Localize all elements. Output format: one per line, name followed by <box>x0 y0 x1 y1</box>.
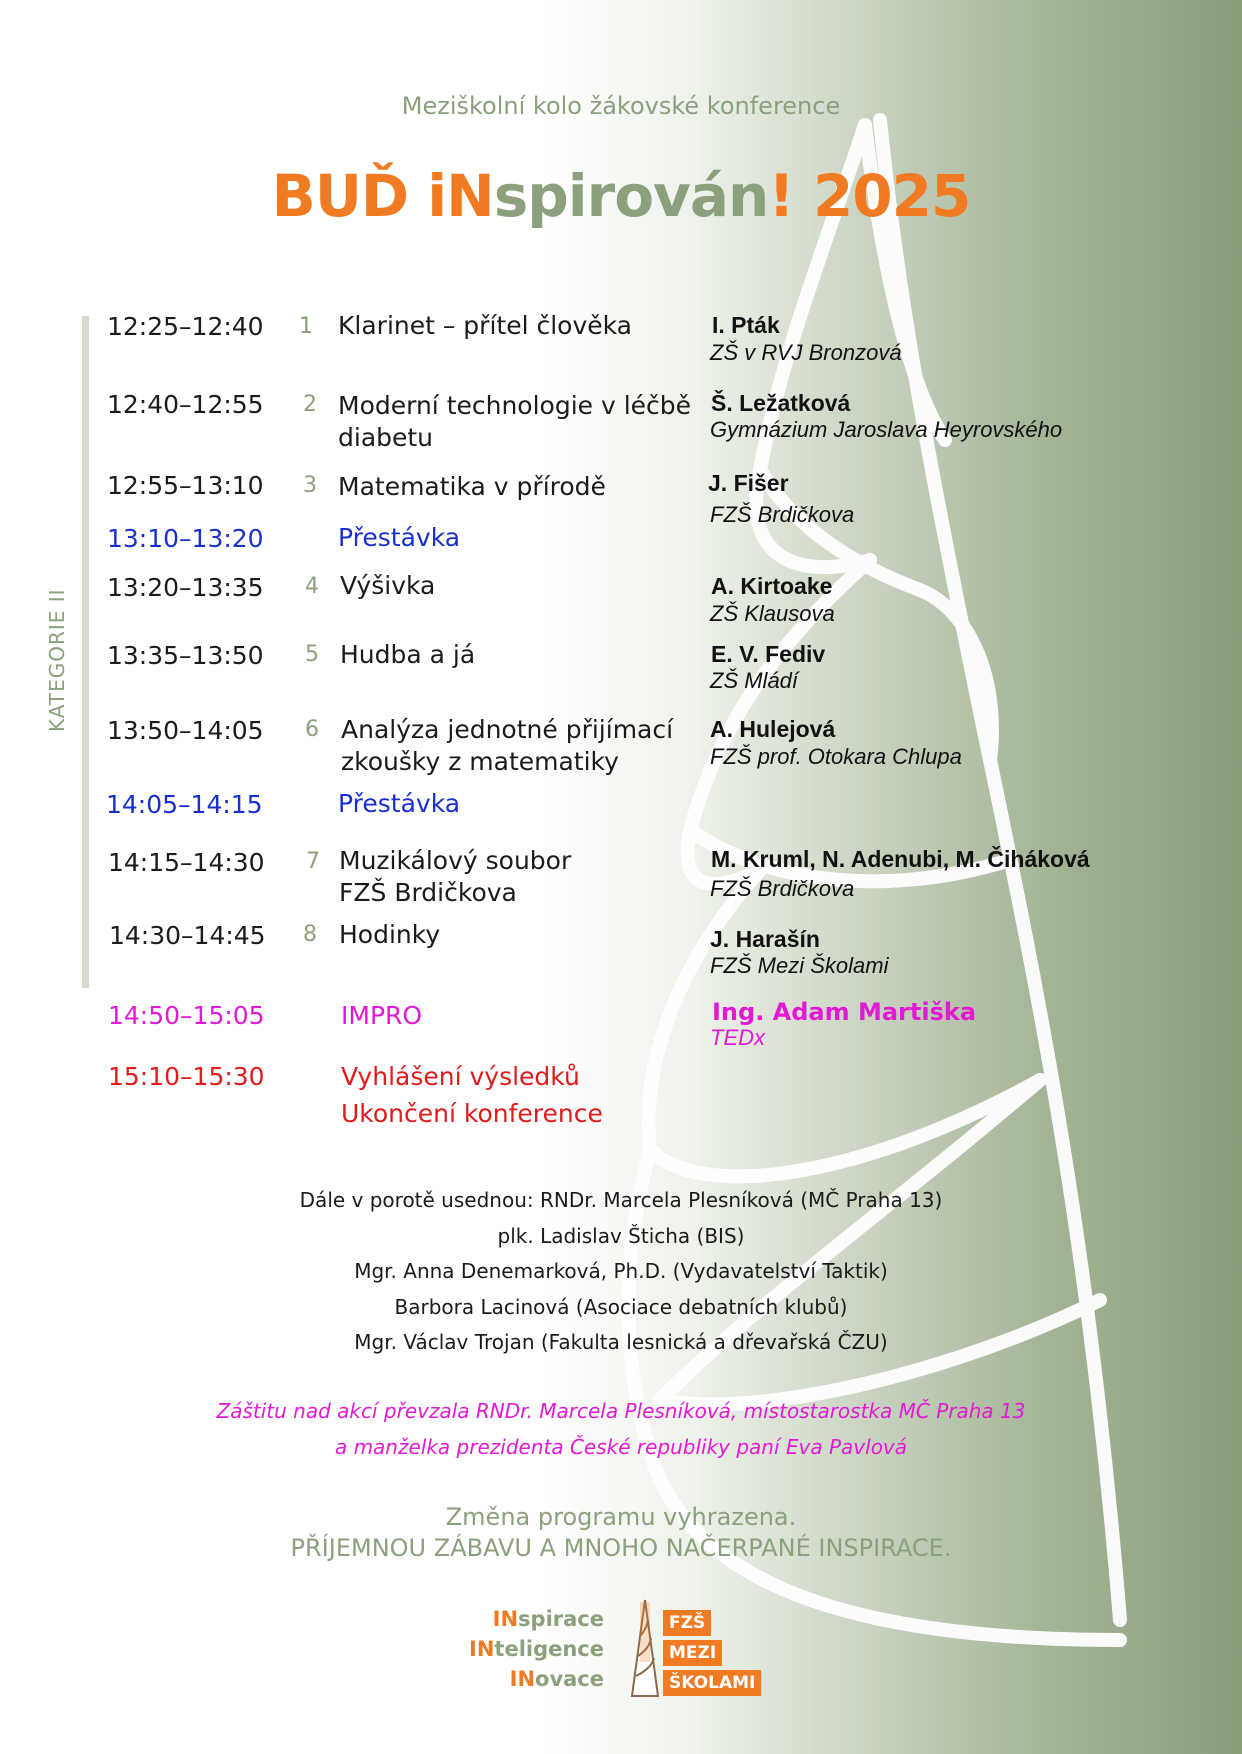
time: 14:05–14:15 <box>106 790 263 819</box>
talk-title-line1: Analýza jednotné přijímací <box>341 715 674 744</box>
speaker-school: Gymnázium Jaroslava Heyrovského <box>710 417 1063 442</box>
jury-line-4: Barbora Lacinová (Asociace debatních klubů) <box>394 1295 848 1319</box>
talk-number: 1 <box>299 314 313 339</box>
title-spirovan: spirován <box>493 162 769 230</box>
logo-fzs: FZŠ <box>663 1610 711 1636</box>
speaker-school: ZŠ Klausova <box>710 601 835 626</box>
conference-closing: Ukončení konference <box>341 1099 603 1128</box>
category-label: KATEGORIE II <box>45 588 69 732</box>
time: 12:55–13:10 <box>107 471 264 500</box>
talk-number: 7 <box>306 849 320 874</box>
talk-title-line1: Moderní technologie v léčbě <box>338 391 692 420</box>
talk-title: Matematika v přírodě <box>338 472 606 501</box>
talk-number: 4 <box>305 574 319 599</box>
tower-logo-icon <box>628 1596 662 1700</box>
title-year: 2025 <box>812 162 971 230</box>
footer-inspirace: INspirace <box>492 1607 604 1631</box>
talk-title: Hudba a já <box>340 640 476 669</box>
talk-title-line2: FZŠ Brdičkova <box>339 878 517 907</box>
speaker-school: FZŠ Brdičkova <box>710 876 855 901</box>
title-exclamation: ! <box>768 162 813 230</box>
break-label: Přestávka <box>338 789 461 818</box>
talk-number: 2 <box>303 392 317 417</box>
time: 12:40–12:55 <box>107 390 264 419</box>
jury-line-5: Mgr. Václav Trojan (Fakulta lesnická a dřevařská ČZU) <box>354 1330 888 1354</box>
program-change-note: Změna programu vyhrazena. <box>445 1503 797 1531</box>
conference-title <box>0 162 1242 230</box>
speaker-school: FZŠ prof. Otokara Chlupa <box>710 744 962 769</box>
talk-number: 8 <box>303 922 317 947</box>
patronage-line-1: Záštitu nad akcí převzala RNDr. Marcela Plesníková, místostarostka MČ Praha 13 <box>216 1399 1026 1423</box>
time: 13:35–13:50 <box>107 641 264 670</box>
footer-inovace: INovace <box>509 1667 604 1691</box>
speaker-name: Š. Ležatková <box>711 390 851 416</box>
talk-title: Výšivka <box>340 571 436 600</box>
time: 15:10–15:30 <box>108 1062 265 1091</box>
logo-mezi: MEZI <box>663 1640 722 1666</box>
talk-title-line2: diabetu <box>338 423 434 452</box>
jury-line-3: Mgr. Anna Denemarková, Ph.D. (Vydavatelství Taktik) <box>354 1259 888 1283</box>
speaker-school: ZŠ Mládí <box>710 668 799 693</box>
speaker-name: J. Harašín <box>710 926 820 952</box>
speaker-school: ZŠ v RVJ Bronzová <box>710 340 902 365</box>
talk-title-line2: zkoušky z matematiky <box>341 747 619 776</box>
talk-number: 6 <box>305 717 319 742</box>
talk-number: 3 <box>303 473 317 498</box>
results-announcement: Vyhlášení výsledků <box>341 1062 580 1091</box>
title-bud: BUĎ <box>271 162 428 230</box>
time: 13:10–13:20 <box>107 524 264 553</box>
logo-skolami: ŠKOLAMI <box>663 1670 761 1696</box>
speaker-name: M. Kruml, N. Adenubi, M. Čiháková <box>711 846 1090 872</box>
title-in: iN <box>427 162 494 230</box>
time: 14:50–15:05 <box>108 1001 265 1030</box>
speaker-name: E. V. Fediv <box>711 641 826 667</box>
speaker-name: I. Pták <box>712 312 780 338</box>
time: 14:15–14:30 <box>108 848 265 877</box>
time: 14:30–14:45 <box>109 921 266 950</box>
jury-line-2: plk. Ladislav Šticha (BIS) <box>497 1224 745 1248</box>
speaker-school: TEDx <box>710 1025 765 1050</box>
speaker-name: J. Fišer <box>708 470 789 496</box>
time: 12:25–12:40 <box>107 312 264 341</box>
break-label: Přestávka <box>338 523 461 552</box>
time: 13:50–14:05 <box>107 716 264 745</box>
footer-inteligence: INteligence <box>469 1637 604 1661</box>
speaker-school: FZŠ Mezi Školami <box>710 953 889 978</box>
speaker-name: Ing. Adam Martiška <box>712 998 977 1026</box>
talk-title: Klarinet – přítel člověka <box>338 311 632 340</box>
conference-subtitle: Meziškolní kolo žákovské konference <box>401 92 841 120</box>
talk-title: Hodinky <box>339 920 441 949</box>
speaker-name: A. Kirtoake <box>711 573 833 599</box>
category-bar <box>82 316 89 988</box>
talk-title: IMPRO <box>341 1001 423 1030</box>
speaker-name: A. Hulejová <box>710 716 836 742</box>
speaker-school: FZŠ Brdičkova <box>710 502 855 527</box>
time: 13:20–13:35 <box>107 573 264 602</box>
closing-wish: PŘÍJEMNOU ZÁBAVU A MNOHO NAČERPANÉ INSPIRACE. <box>290 1534 952 1562</box>
talk-number: 5 <box>305 642 319 667</box>
patronage-line-2: a manželka prezidenta České republiky paní Eva Pavlová <box>334 1435 908 1459</box>
talk-title-line1: Muzikálový soubor <box>339 846 572 875</box>
jury-line-1: Dále v porotě usednou: RNDr. Marcela Plesníková (MČ Praha 13) <box>299 1188 943 1212</box>
